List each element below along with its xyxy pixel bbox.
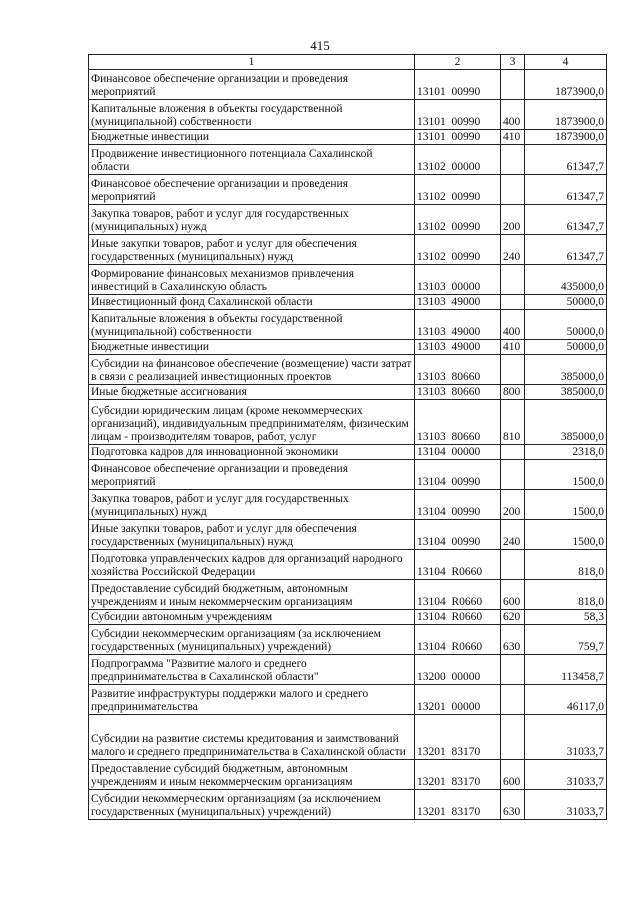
row-amount: 61347,7 (525, 235, 607, 265)
row-code: 13201 00000 (415, 685, 501, 715)
row-type: 200 (501, 205, 525, 235)
row-name: Субсидии на развитие системы кредитования и заимствований малого и среднего предпринимательства в Сахалинской области (89, 715, 415, 760)
row-amount: 58,3 (525, 610, 607, 625)
table-row (89, 340, 607, 355)
row-name: Финансовое обеспечение организации и проведения мероприятий (89, 70, 415, 100)
row-code: 13201 83170 (415, 715, 501, 760)
row-type: 410 (501, 340, 525, 355)
row-code: 13104 R0660 (415, 550, 501, 580)
row-name: Капитальные вложения в объекты государственной (муниципальной) собственности (89, 100, 415, 130)
row-code: 13201 83170 (415, 760, 501, 790)
row-name: Субсидии некоммерческим организациям (за исключением государственных (муниципальных) учреждений) (89, 790, 415, 820)
table-body (89, 70, 607, 820)
table-row (89, 790, 607, 820)
row-name: Предоставление субсидий бюджетным, автономным учреждениям и иным некоммерческим организациям (89, 580, 415, 610)
page-number: 415 (310, 38, 330, 53)
row-type (501, 460, 525, 490)
table-row (89, 400, 607, 445)
table-row (89, 295, 607, 310)
row-type (501, 145, 525, 175)
row-name: Бюджетные инвестиции (89, 340, 415, 355)
table-row (89, 760, 607, 790)
row-code: 13102 00990 (415, 175, 501, 205)
row-code: 13104 00990 (415, 520, 501, 550)
row-code: 13103 49000 (415, 340, 501, 355)
row-name: Предоставление субсидий бюджетным, автономным учреждениям и иным некоммерческим организациям (89, 760, 415, 790)
row-type (501, 70, 525, 100)
row-name: Продвижение инвестиционного потенциала Сахалинской области (89, 145, 415, 175)
row-amount: 1873900,0 (525, 130, 607, 145)
header-col-3: 3 (501, 55, 525, 70)
row-amount: 818,0 (525, 550, 607, 580)
table-row (89, 70, 607, 100)
row-type (501, 265, 525, 295)
row-name: Подготовка кадров для инновационной экономики (89, 445, 415, 460)
row-amount: 759,7 (525, 625, 607, 655)
row-type (501, 655, 525, 685)
row-name: Закупка товаров, работ и услуг для государственных (муниципальных) нужд (89, 490, 415, 520)
table-row (89, 460, 607, 490)
row-type: 810 (501, 400, 525, 445)
row-amount: 113458,7 (525, 655, 607, 685)
row-type: 800 (501, 385, 525, 400)
row-code: 13104 00990 (415, 490, 501, 520)
row-type: 400 (501, 100, 525, 130)
row-code: 13104 R0660 (415, 580, 501, 610)
row-code: 13102 00000 (415, 145, 501, 175)
row-type (501, 715, 525, 760)
row-amount: 50000,0 (525, 340, 607, 355)
table-row (89, 490, 607, 520)
row-code: 13102 00990 (415, 235, 501, 265)
row-type (501, 445, 525, 460)
row-type: 620 (501, 610, 525, 625)
row-name: Финансовое обеспечение организации и проведения мероприятий (89, 460, 415, 490)
row-code: 13103 80660 (415, 400, 501, 445)
row-code: 13200 00000 (415, 655, 501, 685)
table-row (89, 175, 607, 205)
row-amount: 31033,7 (525, 760, 607, 790)
row-amount: 2318,0 (525, 445, 607, 460)
row-amount: 435000,0 (525, 265, 607, 295)
row-amount: 50000,0 (525, 310, 607, 340)
row-type: 410 (501, 130, 525, 145)
table-row (89, 205, 607, 235)
row-type (501, 685, 525, 715)
row-code: 13104 R0660 (415, 610, 501, 625)
budget-table (88, 54, 607, 820)
table-header-row (89, 55, 607, 70)
row-amount: 385000,0 (525, 355, 607, 385)
row-name: Финансовое обеспечение организации и проведения мероприятий (89, 175, 415, 205)
table-row (89, 100, 607, 130)
row-type: 240 (501, 520, 525, 550)
table-row (89, 550, 607, 580)
row-name: Формирование финансовых механизмов привлечения инвестиций в Сахалинскую область (89, 265, 415, 295)
header-col-1: 1 (89, 55, 415, 70)
row-type (501, 175, 525, 205)
row-type: 200 (501, 490, 525, 520)
row-name: Бюджетные инвестиции (89, 130, 415, 145)
row-name: Иные бюджетные ассигнования (89, 385, 415, 400)
table-row (89, 265, 607, 295)
row-amount: 50000,0 (525, 295, 607, 310)
row-name: Субсидии некоммерческим организациям (за исключением государственных (муниципальных) учреждений) (89, 625, 415, 655)
row-code: 13103 49000 (415, 295, 501, 310)
row-name: Субсидии юридическим лицам (кроме некоммерческих организаций), индивидуальным предпринимателям, физическим лицам - производителям товаров, работ, услуг (89, 400, 415, 445)
header-col-4: 4 (525, 55, 607, 70)
row-name: Инвестиционный фонд Сахалинской области (89, 295, 415, 310)
row-type (501, 355, 525, 385)
row-code: 13102 00990 (415, 205, 501, 235)
table-row (89, 520, 607, 550)
table-row (89, 385, 607, 400)
table-row (89, 685, 607, 715)
row-type: 600 (501, 580, 525, 610)
row-type: 630 (501, 625, 525, 655)
row-type (501, 295, 525, 310)
row-amount: 1873900,0 (525, 100, 607, 130)
table-row (89, 145, 607, 175)
row-name: Развитие инфраструктуры поддержки малого и среднего предпринимательства (89, 685, 415, 715)
row-name: Иные закупки товаров, работ и услуг для обеспечения государственных (муниципальных) нужд (89, 235, 415, 265)
table-row (89, 445, 607, 460)
row-type: 600 (501, 760, 525, 790)
table-row (89, 580, 607, 610)
row-amount: 818,0 (525, 580, 607, 610)
row-name: Закупка товаров, работ и услуг для государственных (муниципальных) нужд (89, 205, 415, 235)
table-row (89, 310, 607, 340)
table-row (89, 130, 607, 145)
row-code: 13104 R0660 (415, 625, 501, 655)
row-amount: 1500,0 (525, 460, 607, 490)
header-col-2: 2 (415, 55, 501, 70)
row-amount: 61347,7 (525, 145, 607, 175)
table-row (89, 355, 607, 385)
table-row (89, 610, 607, 625)
row-code: 13104 00990 (415, 460, 501, 490)
table-row (89, 235, 607, 265)
row-name: Капитальные вложения в объекты государственной (муниципальной) собственности (89, 310, 415, 340)
row-code: 13101 00990 (415, 100, 501, 130)
row-amount: 31033,7 (525, 715, 607, 760)
row-amount: 46117,0 (525, 685, 607, 715)
row-amount: 61347,7 (525, 175, 607, 205)
row-name: Подпрограмма "Развитие малого и среднего предпринимательства в Сахалинской области" (89, 655, 415, 685)
table-row (89, 655, 607, 685)
row-amount: 1500,0 (525, 490, 607, 520)
row-code: 13103 00000 (415, 265, 501, 295)
row-name: Субсидии автономным учреждениям (89, 610, 415, 625)
row-code: 13103 80660 (415, 355, 501, 385)
row-code: 13103 49000 (415, 310, 501, 340)
table-row (89, 715, 607, 760)
row-type: 240 (501, 235, 525, 265)
row-code: 13101 00990 (415, 70, 501, 100)
row-amount: 61347,7 (525, 205, 607, 235)
row-code: 13201 83170 (415, 790, 501, 820)
row-type (501, 550, 525, 580)
row-name: Подготовка управленческих кадров для организаций народного хозяйства Российской Федерации (89, 550, 415, 580)
row-amount: 31033,7 (525, 790, 607, 820)
row-type: 630 (501, 790, 525, 820)
row-name: Субсидии на финансовое обеспечение (возмещение) части затрат в связи с реализацией инвестиционных проектов (89, 355, 415, 385)
row-code: 13103 80660 (415, 385, 501, 400)
row-amount: 385000,0 (525, 385, 607, 400)
table-row (89, 625, 607, 655)
row-name: Иные закупки товаров, работ и услуг для обеспечения государственных (муниципальных) нужд (89, 520, 415, 550)
row-code: 13104 00000 (415, 445, 501, 460)
row-code: 13101 00990 (415, 130, 501, 145)
row-amount: 1873900,0 (525, 70, 607, 100)
row-amount: 385000,0 (525, 400, 607, 445)
row-type: 400 (501, 310, 525, 340)
row-amount: 1500,0 (525, 520, 607, 550)
